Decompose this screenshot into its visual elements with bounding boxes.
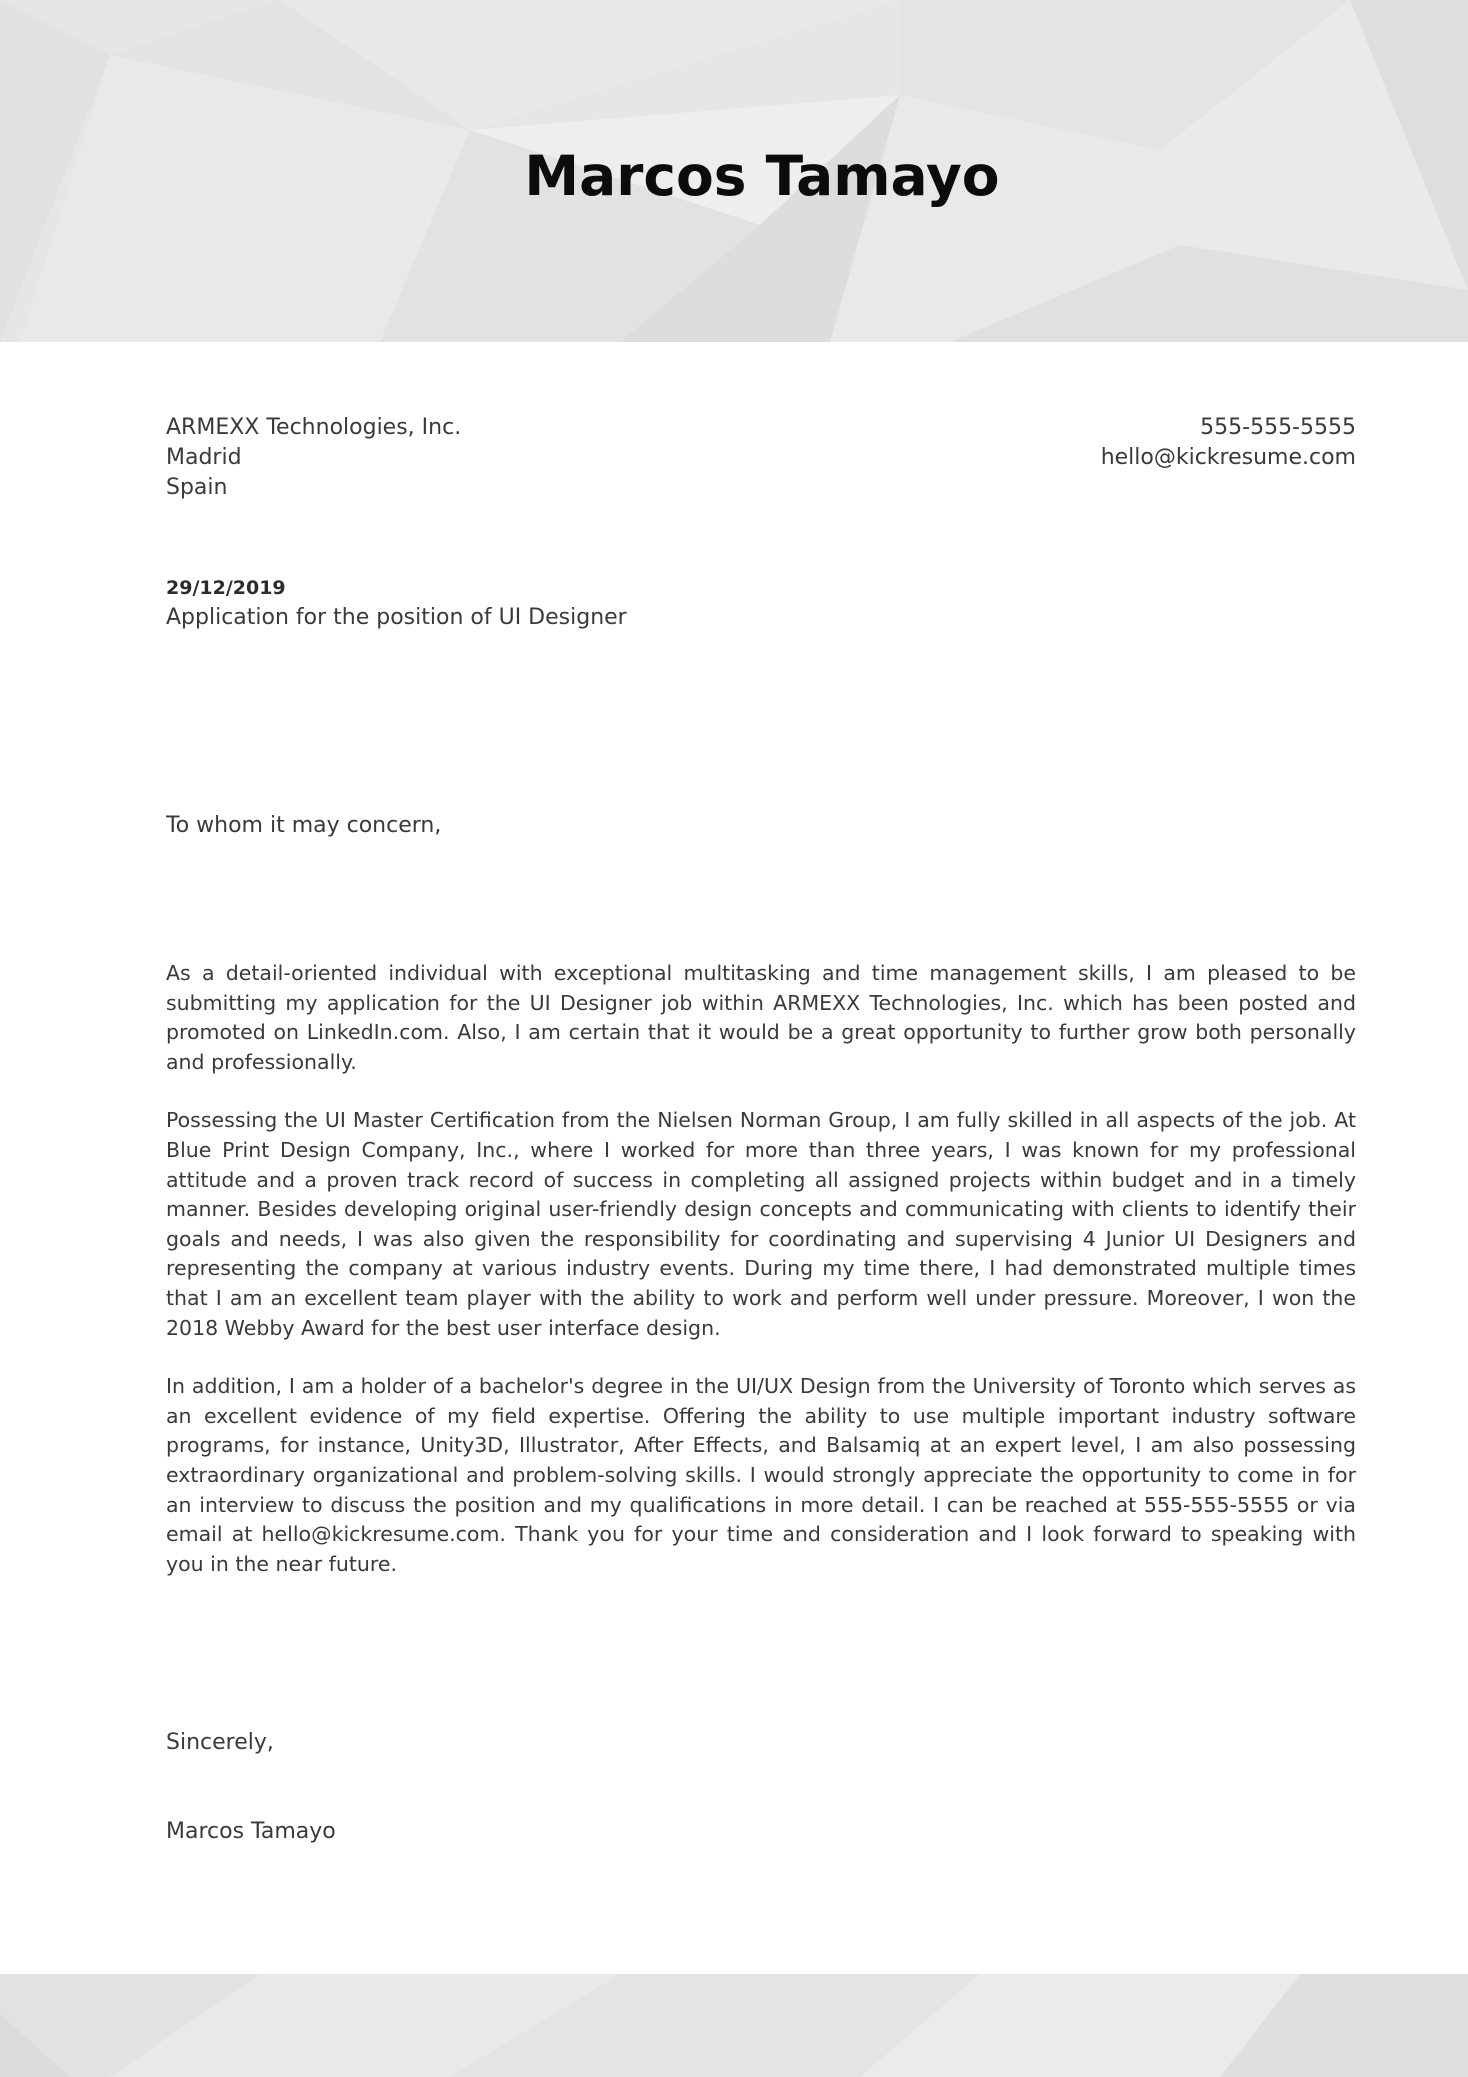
letter-paragraph: Possessing the UI Master Certification from the Nielsen Norman Group, I am fully skilled in all aspects of the job. At Blue Print Design Company, Inc., where I worked for more than three years, I was known for my professional attitude and a proven track record of success in completing all assigned projects within budget and in a timely manner. Besides developing original user-friendly design concepts and communicating with clients to identify their goals and needs, I was also given the responsibility for coordinating and supervising 4 Junior UI Designers and representing the company at various industry events. During my time there, I had demonstrated multiple times that I am an excellent team player with the ability to work and perform well under pressure. Moreover, I won the 2018 Webby Award for the best user interface design.	[166, 1108, 1356, 1340]
sender-contact	[1101, 413, 1356, 473]
letter-signature: Marcos Tamayo	[166, 1819, 336, 1844]
sender-email: hello@kickresume.com	[1100, 445, 1356, 470]
letter-closing: Sincerely,	[166, 1730, 274, 1755]
footer-band	[0, 1974, 1468, 2077]
letter-body	[166, 959, 1356, 1608]
recipient-company: ARMEXX Technologies, Inc.	[166, 415, 462, 440]
recipient-city: Madrid	[166, 445, 242, 470]
letter-paragraph: As a detail-oriented individual with exceptional multitasking and time management skills, I am pleased to be submitting my application for the UI Designer job within ARMEXX Technologies, Inc. which has been posted and promoted on LinkedIn.com. Also, I am certain that it would be a great opportunity to further grow both personally and professionally.	[166, 961, 1356, 1074]
letter-salutation: To whom it may concern,	[166, 813, 442, 838]
footer-polygon-pattern	[0, 1974, 1468, 2077]
sender-phone: 555-555-5555	[1200, 415, 1356, 440]
letter-subject: Application for the position of UI Designer	[166, 605, 627, 630]
candidate-name: Marcos Tamayo	[524, 144, 1000, 208]
recipient-country: Spain	[166, 475, 228, 500]
recipient-address	[166, 413, 461, 503]
letter-paragraph: In addition, I am a holder of a bachelor's degree in the UI/UX Design from the University of Toronto which serves as an excellent evidence of my field expertise. Offering the ability to use multiple important industry software programs, for instance, Unity3D, Illustrator, After Effects, and Balsamiq at an expert level, I am also possessing extraordinary organizational and problem-solving skills. I would strongly appreciate the opportunity to come in for an interview to discuss the position and my qualifications in more detail. I can be reached at 555-555-5555 or via email at hello@kickresume.com. Thank you for your time and consideration and I look forward to speaking with you in the near future.	[166, 1374, 1356, 1576]
letter-date: 29/12/2019	[166, 577, 286, 599]
